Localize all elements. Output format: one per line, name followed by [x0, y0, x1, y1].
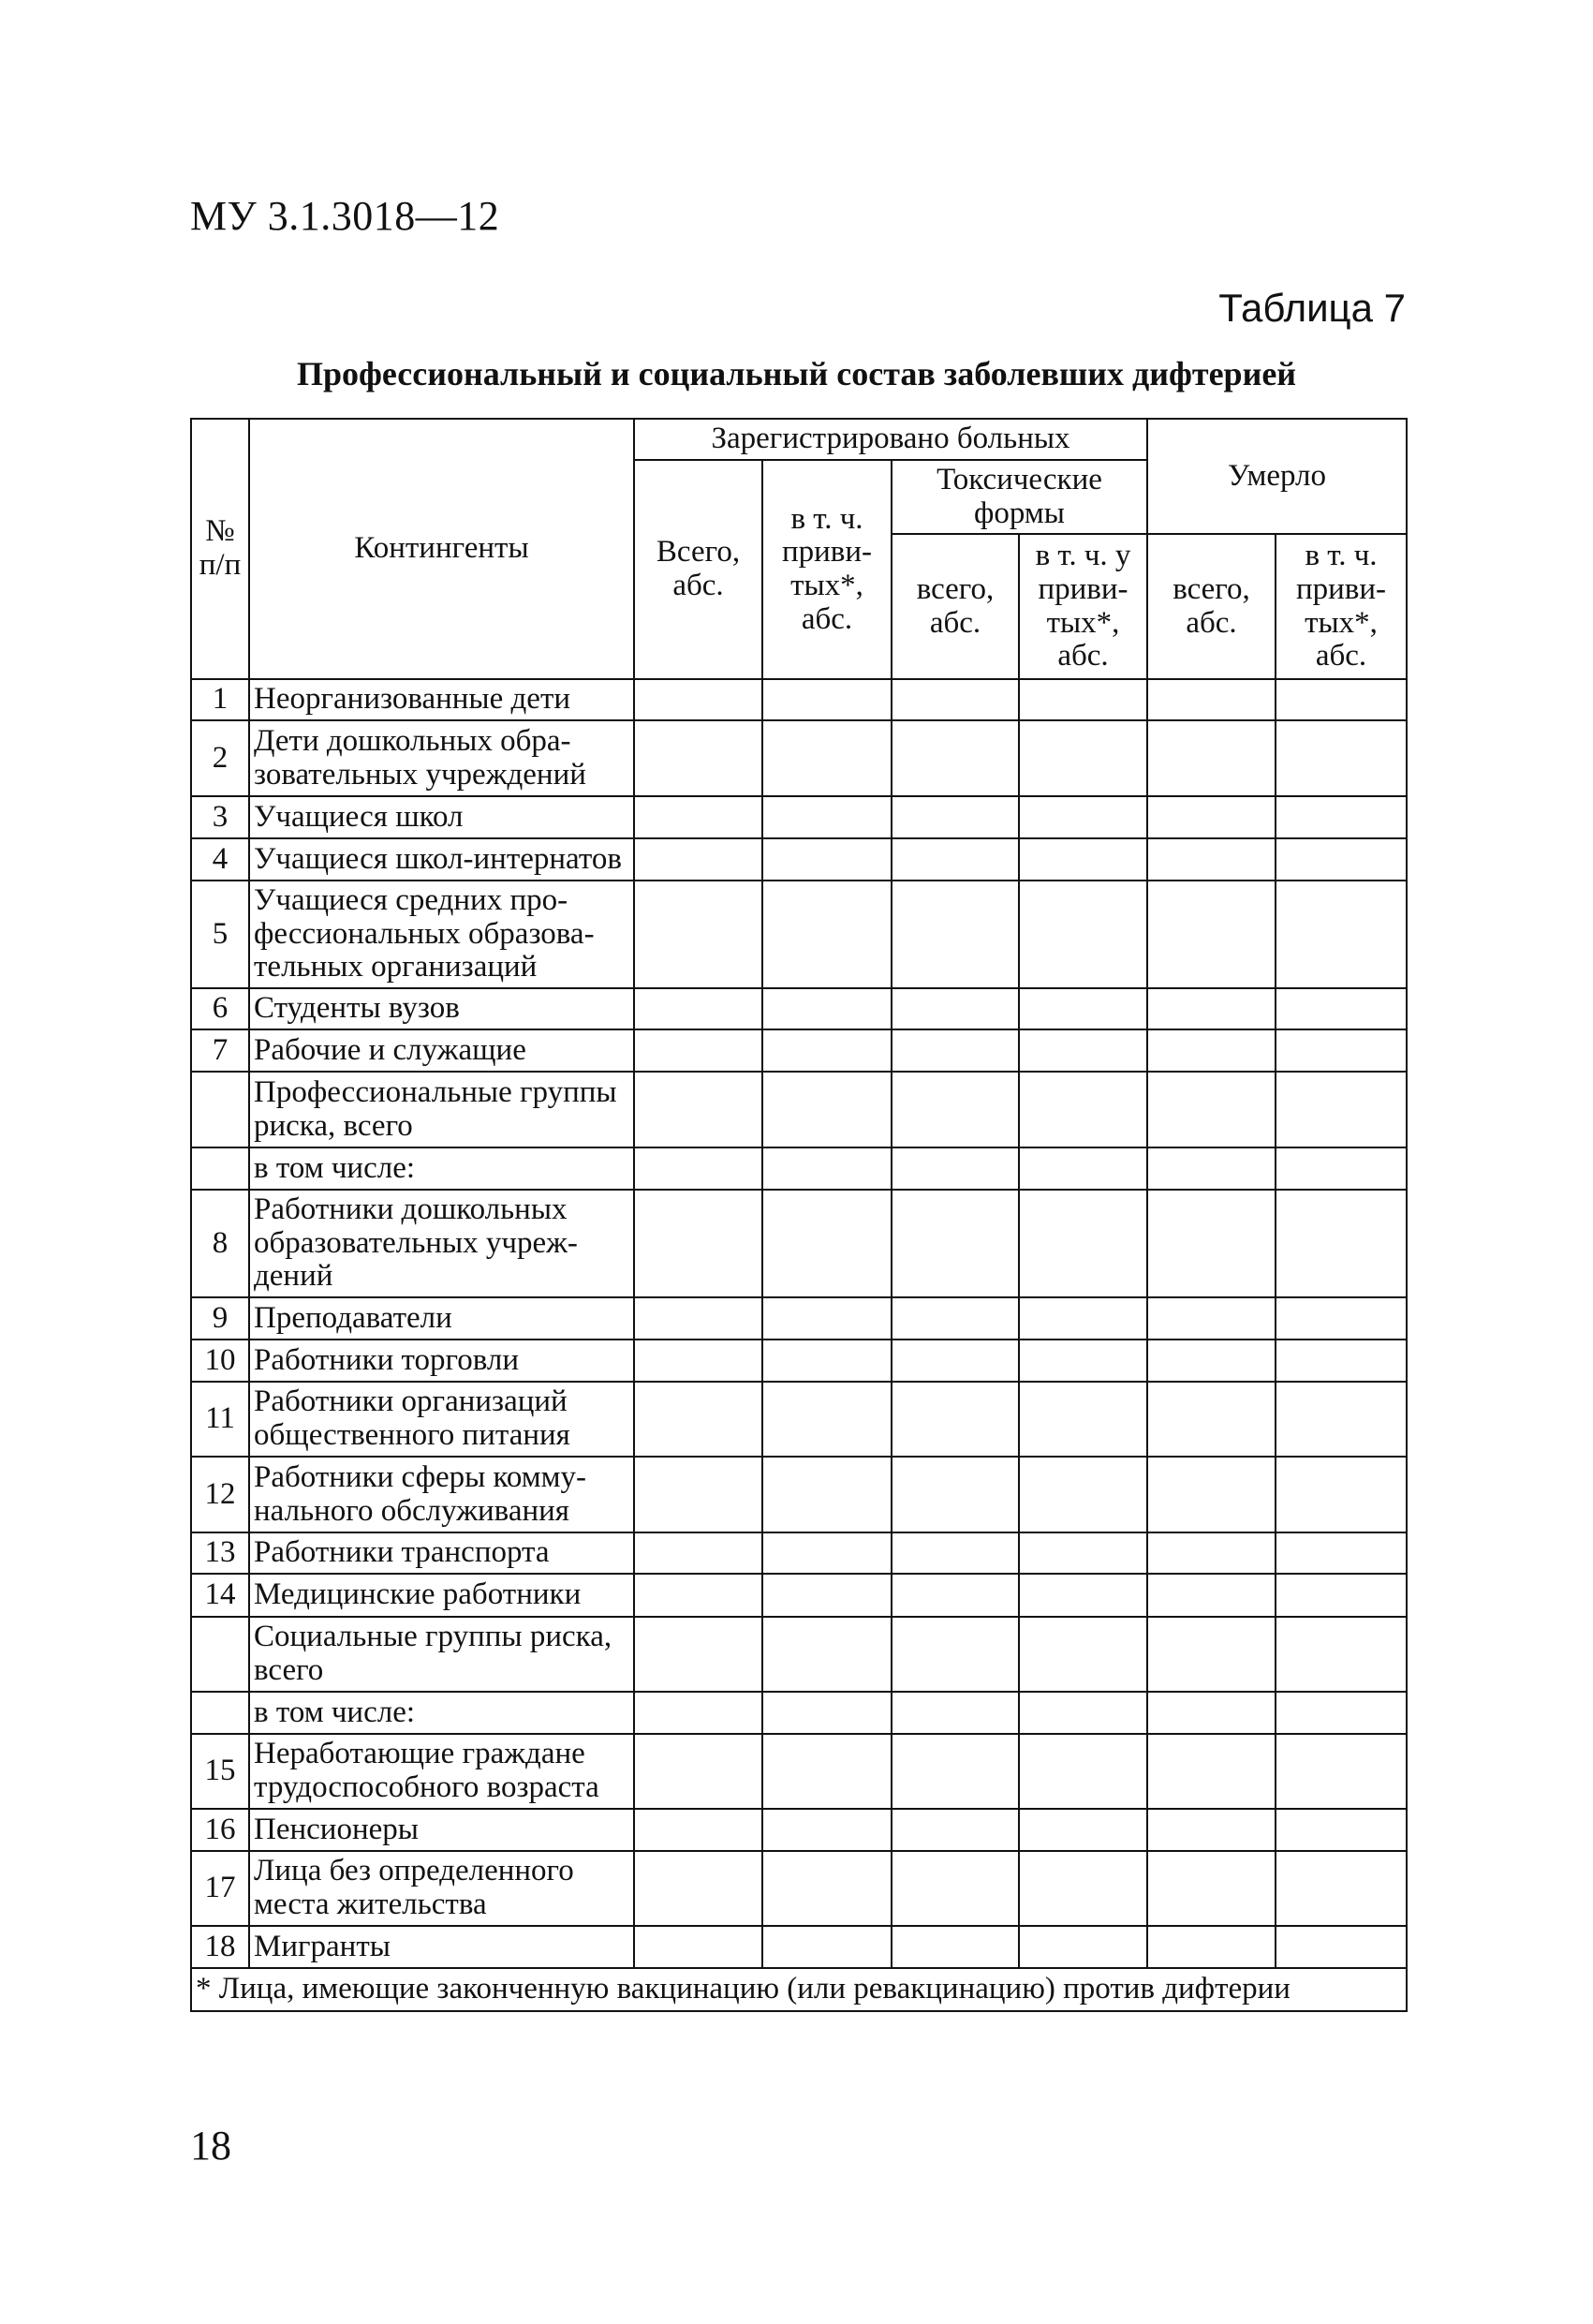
row-contingent: Социальные группы риска, всего: [249, 1617, 634, 1692]
row-number: 5: [191, 881, 249, 988]
empty-cell: [762, 1297, 892, 1340]
table-row: [191, 1692, 1407, 1734]
header-died: Умерло: [1147, 419, 1407, 534]
table-row: [191, 1457, 1407, 1532]
empty-cell: [762, 988, 892, 1029]
empty-cell: [762, 1340, 892, 1382]
empty-cell: [892, 1457, 1019, 1532]
empty-cell: [1019, 1532, 1147, 1574]
empty-cell: [892, 796, 1019, 838]
empty-cell: [1276, 988, 1407, 1029]
empty-cell: [892, 1072, 1019, 1147]
empty-cell: [1019, 1340, 1147, 1382]
row-contingent: в том числе:: [249, 1692, 634, 1734]
empty-cell: [892, 988, 1019, 1029]
empty-cell: [762, 1147, 892, 1190]
empty-cell: [634, 1190, 762, 1297]
empty-cell: [1276, 1029, 1407, 1072]
empty-cell: [1019, 1574, 1147, 1617]
empty-cell: [762, 1809, 892, 1851]
empty-cell: [1019, 1617, 1147, 1692]
table-row: [191, 1382, 1407, 1457]
empty-cell: [892, 1926, 1019, 1968]
empty-cell: [1147, 796, 1276, 838]
empty-cell: [1147, 881, 1276, 988]
table-row: [191, 679, 1407, 720]
empty-cell: [634, 881, 762, 988]
row-contingent: Лица без определенного места жительства: [249, 1851, 634, 1926]
empty-cell: [634, 1297, 762, 1340]
empty-cell: [634, 1692, 762, 1734]
empty-cell: [892, 1190, 1019, 1297]
empty-cell: [762, 796, 892, 838]
row-contingent: Профессиональные группы риска, всего: [249, 1072, 634, 1147]
empty-cell: [1276, 1734, 1407, 1809]
empty-cell: [1147, 1190, 1276, 1297]
empty-cell: [1019, 1029, 1147, 1072]
empty-cell: [1147, 1029, 1276, 1072]
table-row: [191, 1809, 1407, 1851]
empty-cell: [1276, 881, 1407, 988]
empty-cell: [762, 720, 892, 796]
empty-cell: [892, 1297, 1019, 1340]
empty-cell: [892, 1382, 1019, 1457]
row-number: 11: [191, 1382, 249, 1457]
empty-cell: [1276, 1297, 1407, 1340]
empty-cell: [762, 1532, 892, 1574]
empty-cell: [1276, 1190, 1407, 1297]
table-row: [191, 1072, 1407, 1147]
row-number: 7: [191, 1029, 249, 1072]
table-title: Профессиональный и социальный состав заболевших дифтерией: [296, 355, 1297, 392]
table-footnote: * Лица, имеющие законченную вакцинацию (или ревакцинацию) против дифтерии: [191, 1968, 1407, 2011]
empty-cell: [1276, 679, 1407, 720]
data-table: [190, 418, 1408, 2012]
row-number: 12: [191, 1457, 249, 1532]
empty-cell: [1276, 1692, 1407, 1734]
empty-cell: [634, 679, 762, 720]
row-number: 1: [191, 679, 249, 720]
empty-cell: [762, 1457, 892, 1532]
empty-cell: [634, 1851, 762, 1926]
empty-cell: [634, 1029, 762, 1072]
empty-cell: [1019, 988, 1147, 1029]
empty-cell: [1276, 1809, 1407, 1851]
empty-cell: [1147, 720, 1276, 796]
empty-cell: [892, 1532, 1019, 1574]
row-number: [191, 1617, 249, 1692]
empty-cell: [1147, 1734, 1276, 1809]
row-contingent: Работники дошкольных образовательных учреж- дений: [249, 1190, 634, 1297]
row-contingent: Неработающие граждане трудоспособного возраста: [249, 1734, 634, 1809]
empty-cell: [1276, 1072, 1407, 1147]
row-contingent: Работники организаций общественного питания: [249, 1382, 634, 1457]
header-died-total: всего, абс.: [1147, 534, 1276, 679]
table-row: [191, 881, 1407, 988]
empty-cell: [1276, 1457, 1407, 1532]
row-contingent: Преподаватели: [249, 1297, 634, 1340]
row-number: 4: [191, 838, 249, 881]
empty-cell: [1276, 720, 1407, 796]
page-number: 18: [190, 2123, 231, 2169]
table-row: [191, 720, 1407, 796]
row-contingent: в том числе:: [249, 1147, 634, 1190]
empty-cell: [634, 1382, 762, 1457]
empty-cell: [1276, 1147, 1407, 1190]
row-number: 16: [191, 1809, 249, 1851]
empty-cell: [1019, 1457, 1147, 1532]
empty-cell: [762, 838, 892, 881]
empty-cell: [1019, 1734, 1147, 1809]
empty-cell: [762, 1617, 892, 1692]
empty-cell: [1276, 1382, 1407, 1457]
table-row: [191, 1574, 1407, 1617]
empty-cell: [634, 1926, 762, 1968]
empty-cell: [634, 1574, 762, 1617]
table-row: [191, 1617, 1407, 1692]
empty-cell: [634, 1809, 762, 1851]
empty-cell: [1147, 1147, 1276, 1190]
empty-cell: [634, 720, 762, 796]
empty-cell: [1019, 1851, 1147, 1926]
header-toxic-total: всего, абс.: [892, 534, 1019, 679]
empty-cell: [762, 1692, 892, 1734]
empty-cell: [634, 1734, 762, 1809]
empty-cell: [762, 881, 892, 988]
empty-cell: [892, 720, 1019, 796]
empty-cell: [1276, 1851, 1407, 1926]
header-toxic-vaccinated: в т. ч. у приви- тых*, абс.: [1019, 534, 1147, 679]
empty-cell: [1147, 1072, 1276, 1147]
row-number: 17: [191, 1851, 249, 1926]
empty-cell: [1147, 679, 1276, 720]
empty-cell: [634, 1340, 762, 1382]
empty-cell: [634, 1072, 762, 1147]
empty-cell: [762, 1574, 892, 1617]
empty-cell: [892, 881, 1019, 988]
empty-cell: [1276, 1532, 1407, 1574]
table-row: [191, 1297, 1407, 1340]
table-header: [191, 419, 1407, 679]
empty-cell: [1019, 1692, 1147, 1734]
empty-cell: [1147, 1851, 1276, 1926]
row-contingent: Работники торговли: [249, 1340, 634, 1382]
empty-cell: [1147, 838, 1276, 881]
row-number: 9: [191, 1297, 249, 1340]
table-row: [191, 1190, 1407, 1297]
empty-cell: [892, 1340, 1019, 1382]
row-contingent: Учащиеся школ-интернатов: [249, 838, 634, 881]
empty-cell: [762, 1926, 892, 1968]
row-contingent: Рабочие и служащие: [249, 1029, 634, 1072]
header-total-abs: Всего, абс.: [634, 460, 762, 679]
empty-cell: [634, 1457, 762, 1532]
table-row: [191, 1029, 1407, 1072]
empty-cell: [762, 1190, 892, 1297]
empty-cell: [1147, 1382, 1276, 1457]
empty-cell: [634, 1147, 762, 1190]
empty-cell: [1147, 1457, 1276, 1532]
empty-cell: [634, 1617, 762, 1692]
header-num: № п/п: [191, 419, 249, 679]
table-row: [191, 796, 1407, 838]
empty-cell: [1147, 988, 1276, 1029]
row-contingent: Учащиеся средних про- фессиональных образова- тельных организаций: [249, 881, 634, 988]
table-label: Таблица 7: [1218, 286, 1406, 330]
empty-cell: [1019, 1072, 1147, 1147]
header-contingents: Контингенты: [249, 419, 634, 679]
table-row: [191, 1734, 1407, 1809]
empty-cell: [892, 1029, 1019, 1072]
row-contingent: Пенсионеры: [249, 1809, 634, 1851]
empty-cell: [1019, 1147, 1147, 1190]
row-number: [191, 1072, 249, 1147]
table-row: [191, 1532, 1407, 1574]
empty-cell: [762, 1851, 892, 1926]
empty-cell: [1276, 796, 1407, 838]
empty-cell: [1147, 1297, 1276, 1340]
empty-cell: [1019, 1190, 1147, 1297]
empty-cell: [892, 1574, 1019, 1617]
empty-cell: [1276, 1926, 1407, 1968]
table-row: [191, 1851, 1407, 1926]
header-died-vaccinated: в т. ч. приви- тых*, абс.: [1276, 534, 1407, 679]
document-code: МУ 3.1.3018—12: [190, 193, 500, 239]
empty-cell: [1147, 1692, 1276, 1734]
empty-cell: [762, 1072, 892, 1147]
row-number: 8: [191, 1190, 249, 1297]
empty-cell: [1147, 1532, 1276, 1574]
empty-cell: [762, 1382, 892, 1457]
row-number: 6: [191, 988, 249, 1029]
empty-cell: [762, 1029, 892, 1072]
table-row: [191, 1926, 1407, 1968]
empty-cell: [1276, 1617, 1407, 1692]
empty-cell: [1147, 1617, 1276, 1692]
row-contingent: Неорганизованные дети: [249, 679, 634, 720]
row-number: [191, 1147, 249, 1190]
table-row: [191, 988, 1407, 1029]
row-contingent: Мигранты: [249, 1926, 634, 1968]
empty-cell: [1276, 838, 1407, 881]
table-row: [191, 1340, 1407, 1382]
empty-cell: [892, 1617, 1019, 1692]
row-contingent: Учащиеся школ: [249, 796, 634, 838]
empty-cell: [892, 1851, 1019, 1926]
empty-cell: [892, 679, 1019, 720]
row-contingent: Студенты вузов: [249, 988, 634, 1029]
row-contingent: Медицинские работники: [249, 1574, 634, 1617]
empty-cell: [1147, 1926, 1276, 1968]
empty-cell: [762, 1734, 892, 1809]
header-toxic-forms: Токсические формы: [892, 460, 1147, 534]
empty-cell: [892, 1734, 1019, 1809]
empty-cell: [762, 679, 892, 720]
empty-cell: [1019, 796, 1147, 838]
header-incl-vaccinated: в т. ч. приви- тых*, абс.: [762, 460, 892, 679]
empty-cell: [1019, 1926, 1147, 1968]
row-number: 13: [191, 1532, 249, 1574]
empty-cell: [1019, 1809, 1147, 1851]
empty-cell: [1019, 720, 1147, 796]
table-body: [191, 679, 1407, 1968]
row-number: 10: [191, 1340, 249, 1382]
empty-cell: [1276, 1340, 1407, 1382]
empty-cell: [892, 838, 1019, 881]
header-registered: Зарегистрировано больных: [634, 419, 1147, 460]
row-number: 3: [191, 796, 249, 838]
empty-cell: [1276, 1574, 1407, 1617]
row-contingent: Работники транспорта: [249, 1532, 634, 1574]
row-number: 18: [191, 1926, 249, 1968]
empty-cell: [892, 1692, 1019, 1734]
row-number: 2: [191, 720, 249, 796]
row-contingent: Работники сферы комму- нального обслуживания: [249, 1457, 634, 1532]
empty-cell: [634, 988, 762, 1029]
empty-cell: [634, 1532, 762, 1574]
row-number: 14: [191, 1574, 249, 1617]
empty-cell: [1147, 1574, 1276, 1617]
empty-cell: [892, 1809, 1019, 1851]
empty-cell: [892, 1147, 1019, 1190]
table-row: [191, 1147, 1407, 1190]
empty-cell: [1019, 881, 1147, 988]
empty-cell: [1019, 838, 1147, 881]
empty-cell: [634, 838, 762, 881]
empty-cell: [634, 796, 762, 838]
row-number: 15: [191, 1734, 249, 1809]
empty-cell: [1019, 1297, 1147, 1340]
empty-cell: [1019, 1382, 1147, 1457]
empty-cell: [1147, 1340, 1276, 1382]
row-number: [191, 1692, 249, 1734]
row-contingent: Дети дошкольных обра- зовательных учреждений: [249, 720, 634, 796]
empty-cell: [1147, 1809, 1276, 1851]
table-row: [191, 838, 1407, 881]
empty-cell: [1019, 679, 1147, 720]
